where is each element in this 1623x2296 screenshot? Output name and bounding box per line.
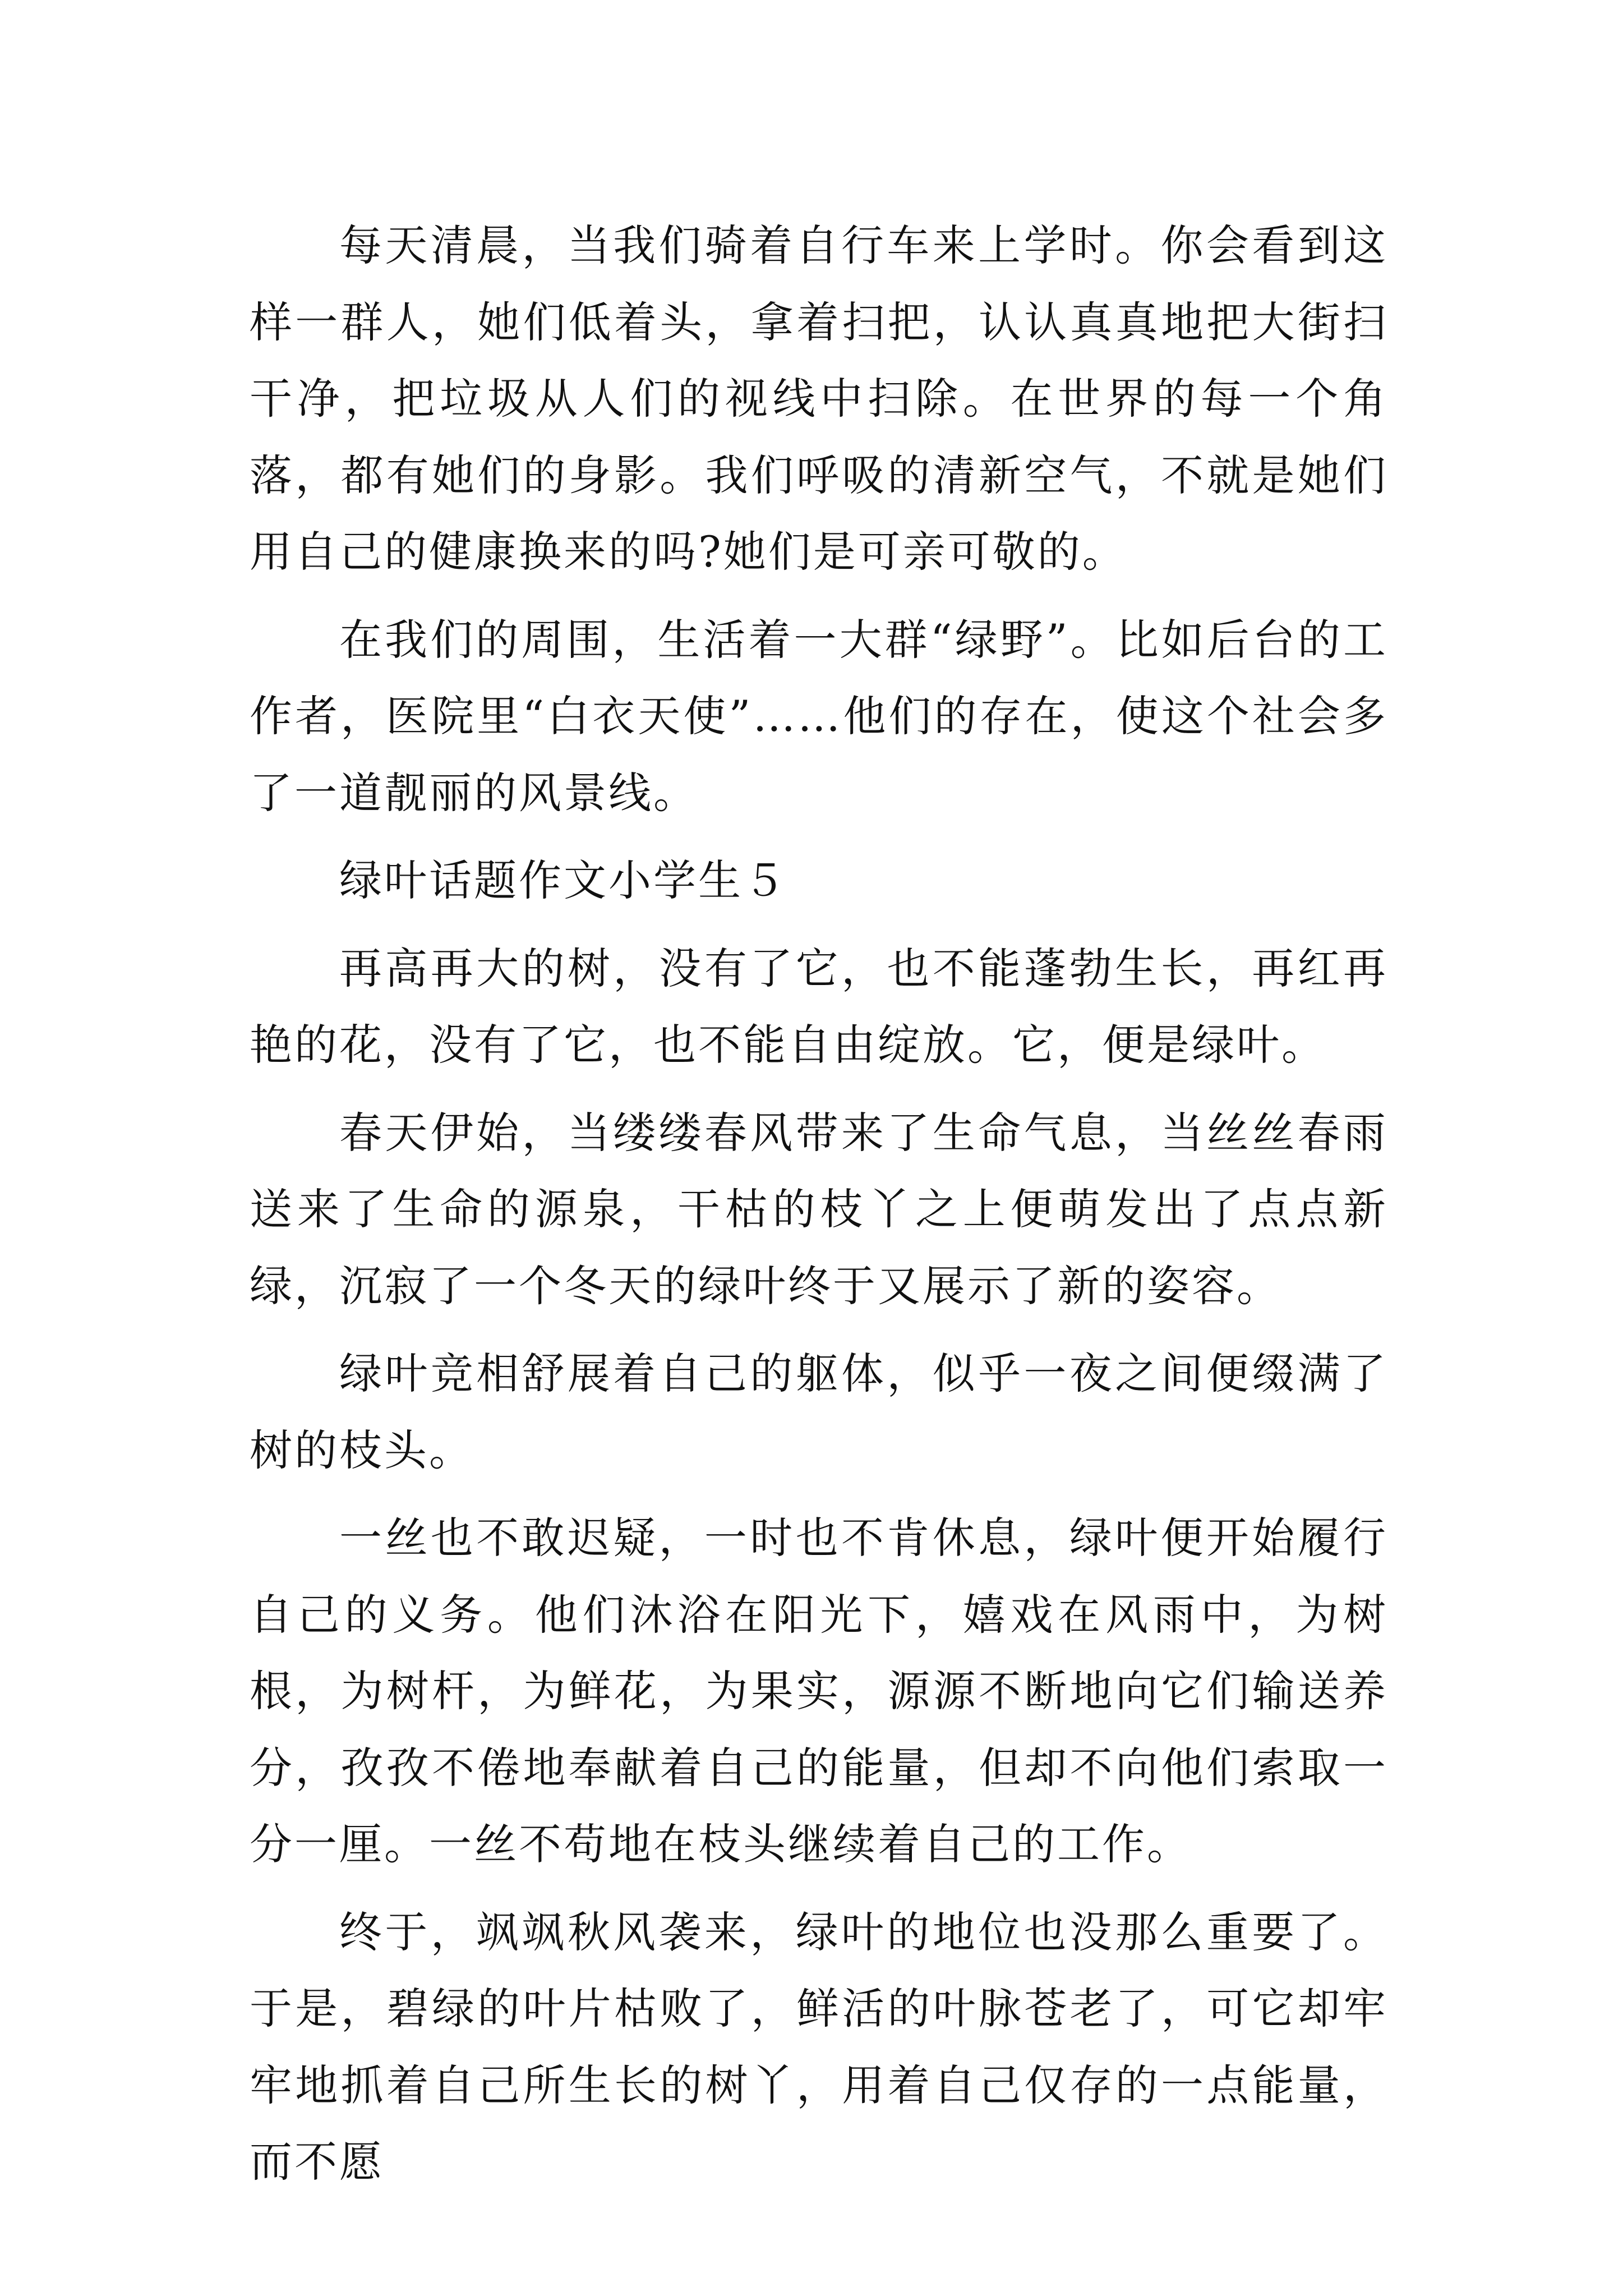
paragraph-7: 终于，飒飒秋风袭来，绿叶的地位也没那么重要了。于是，碧绿的叶片枯败了，鲜活的叶脉苍老了，可它却牢牢地抓着自己所生长的树丫，用着自己仅存的一点能量，而不愿 [250, 1907, 1388, 2187]
paragraph-3: 再高再大的树，没有了它，也不能蓬勃生长，再红再艳的花，没有了它，也不能自由绽放。它，便是绿叶。 [250, 943, 1388, 1070]
document-body [250, 208, 1388, 2212]
section-heading: 绿叶话题作文小学生５ [339, 855, 788, 905]
paragraph-1: 每天清晨，当我们骑着自行车来上学时。你会看到这样一群人，她们低着头，拿着扫把，认认真真地把大街扫干净，把垃圾从人们的视线中扫除。在世界的每一个角落，都有她们的身影。我们呼吸的清新空气，不就是她们用自己的健康换来的吗?她们是可亲可敬的。 [250, 220, 1388, 577]
paragraph-4: 春天伊始，当缕缕春风带来了生命气息，当丝丝春雨送来了生命的源泉，干枯的枝丫之上便萌发出了点点新绿，沉寂了一个冬天的绿叶终于又展示了新的姿容。 [250, 1107, 1388, 1311]
paragraph-2: 在我们的周围，生活着一大群“绿野”。比如后台的工作者，医院里“白衣天使”……他们的存在，使这个社会多了一道靓丽的风景线。 [250, 614, 1388, 818]
paragraph-6: 一丝也不敢迟疑，一时也不肯休息，绿叶便开始履行自己的义务。他们沐浴在阳光下，嬉戏在风雨中，为树根，为树杆，为鲜花，为果实，源源不断地向它们输送养分，孜孜不倦地奉献着自己的能量，但却不向他们索取一分一厘。一丝不苟地在枝头继续着自己的工作。 [250, 1513, 1388, 1869]
paragraph-5: 绿叶竞相舒展着自己的躯体，似乎一夜之间便缀满了树的枝头。 [250, 1349, 1388, 1475]
